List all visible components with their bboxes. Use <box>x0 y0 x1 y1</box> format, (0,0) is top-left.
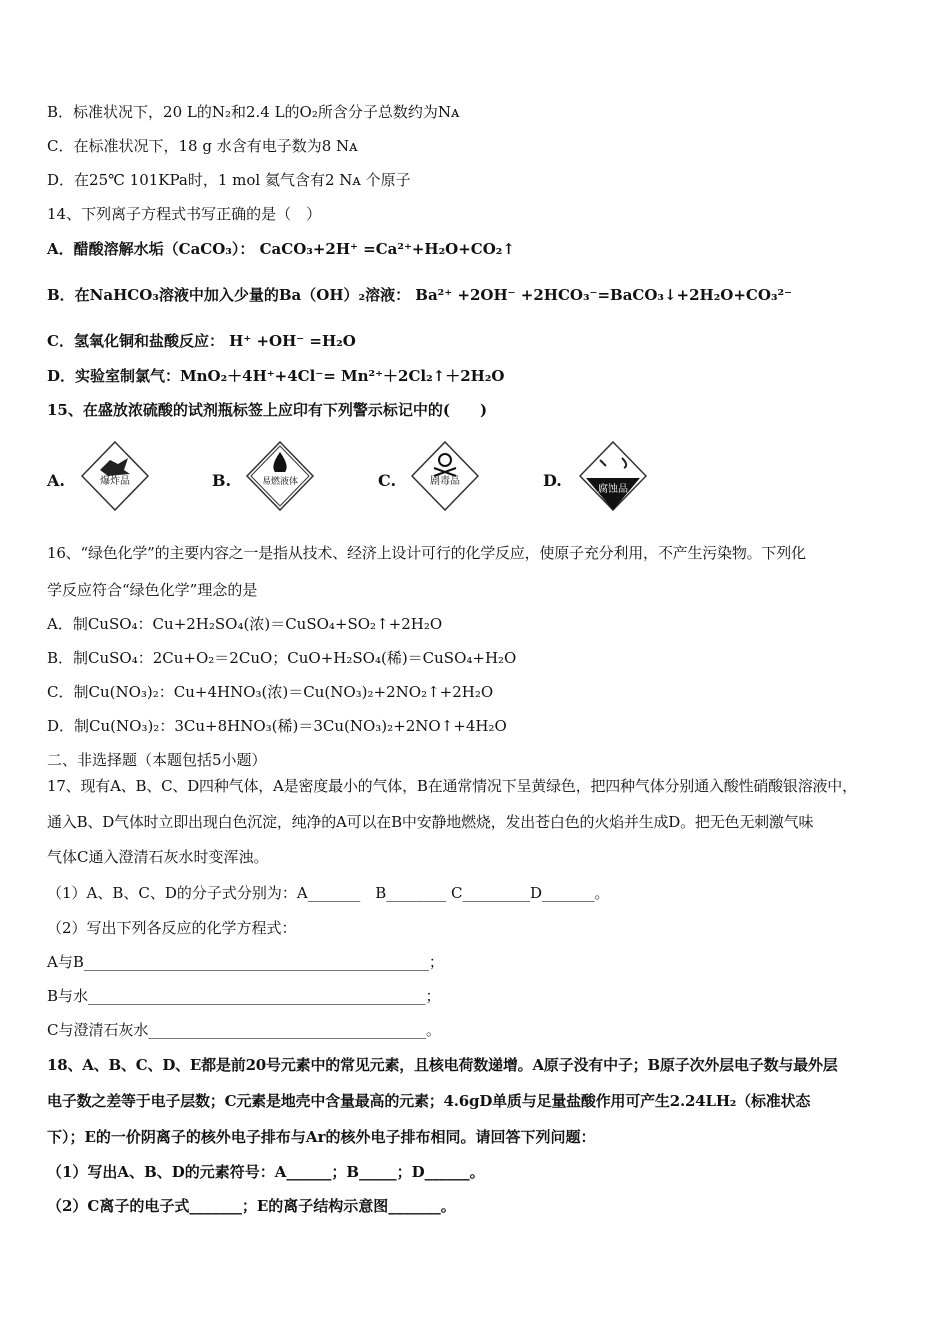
text-line: 16、“绿色化学”的主要内容之一是指从技术、经济上设计可行的化学反应，使原子充分利用，不产生污染物。下列化 <box>47 544 806 562</box>
text-line: （2）写出下列各反应的化学方程式： <box>47 919 297 937</box>
option-letter: B. <box>212 471 232 490</box>
text-line: B．在NaHCO₃溶液中加入少量的Ba（OH）₂溶液： Ba²⁺ +2OH⁻ +2HCO₃⁻=BaCO₃↓+2H₂O+CO₃²⁻ <box>47 286 792 304</box>
explosive-icon <box>80 440 150 516</box>
text-line: A．醋酸溶解水垢（CaCO₃）： CaCO₃+2H⁺ =Ca²⁺+H₂O+CO₂↑ <box>47 240 515 258</box>
text-line: 学反应符合“绿色化学”理念的是 <box>47 581 258 599</box>
svg-text:剧毒品: 剧毒品 <box>430 476 460 487</box>
text-line: 17、现有A、B、C、D四种气体，A是密度最小的气体，B在通常情况下呈黄绿色，把四种气体分别通入酸性硝酸银溶液中， <box>47 777 857 795</box>
svg-text:爆炸品: 爆炸品 <box>100 476 130 487</box>
text-line: D．制Cu(NO₃)₂：3Cu+8HNO₃(稀)＝3Cu(NO₃)₂+2NO↑+4H₂O <box>47 717 507 735</box>
text-line: B与水_____________________________________________； <box>47 987 441 1005</box>
text-line: D．实验室制氯气：MnO₂＋4H⁺+4Cl⁻= Mn²⁺＋2Cl₂↑＋2H₂O <box>47 367 505 385</box>
text-line: C．制Cu(NO₃)₂：Cu+4HNO₃(浓)＝Cu(NO₃)₂+2NO₂↑+2H₂O <box>47 683 494 701</box>
text-line: （1）写出A、B、D的元素符号：A______；B_____；D______。 <box>47 1163 485 1181</box>
text-line: C．氢氧化铜和盐酸反应： H⁺ +OH⁻ =H₂O <box>47 332 356 350</box>
text-line: （1）A、B、C、D的分子式分别为：A_______ B________ C_________D_______。 <box>47 884 610 902</box>
text-line: 下）；E的一价阴离子的核外电子排布与Ar的核外电子排布相同。请回答下列问题： <box>47 1128 596 1146</box>
toxic-icon <box>410 440 480 516</box>
text-line: 通入B、D气体时立即出现白色沉淀，纯净的A可以在B中安静地燃烧，发出苍白色的火焰并生成D。把无色无刺激气味 <box>47 813 814 831</box>
text-line: C．在标准状况下，18 g 水含有电子数为8 Nᴀ <box>47 137 358 155</box>
text-line: 电子数之差等于电子层数；C元素是地壳中含量最高的元素；4.6gD单质与足量盐酸作用可产生2.24LH₂（标准状态 <box>47 1092 811 1110</box>
text-line: （2）C离子的电子式_______；E的离子结构示意图_______。 <box>47 1197 456 1215</box>
text-line: 二、非选择题（本题包括5小题） <box>47 751 267 769</box>
option-letter: A. <box>47 471 65 490</box>
text-line: D．在25℃ 101KPa时，1 mol 氦气含有2 Nᴀ 个原子 <box>47 171 411 189</box>
flammable-liquid-icon <box>245 440 315 516</box>
text-line: C与澄清石灰水_____________________________________。 <box>47 1021 441 1039</box>
text-line: B．标准状况下，20 L的N₂和2.4 L的O₂所含分子总数约为Nᴀ <box>47 103 460 121</box>
text-line: 14、下列离子方程式书写正确的是（ ） <box>47 205 322 223</box>
text-line: A．制CuSO₄：Cu+2H₂SO₄(浓)＝CuSO₄+SO₂↑+2H₂O <box>47 615 443 633</box>
text-line: A与B______________________________________________； <box>47 953 444 971</box>
text-line: 15、在盛放浓硫酸的试剂瓶标签上应印有下列警示标记中的( ) <box>47 401 488 419</box>
svg-text:腐蚀品: 腐蚀品 <box>598 484 628 495</box>
option-letter: D. <box>543 471 562 490</box>
corrosive-icon <box>578 440 648 516</box>
text-line: 气体C通入澄清石灰水时变浑浊。 <box>47 848 269 866</box>
text-line: 18、A、B、C、D、E都是前20号元素中的常见元素，且核电荷数递增。A原子没有中子；B原子次外层电子数与最外层 <box>47 1056 838 1074</box>
svg-text:易燃液体: 易燃液体 <box>261 477 299 487</box>
text-line: B．制CuSO₄：2Cu+O₂＝2CuO；CuO+H₂SO₄(稀)＝CuSO₄+H₂O <box>47 649 517 667</box>
option-letter: C. <box>378 471 397 490</box>
